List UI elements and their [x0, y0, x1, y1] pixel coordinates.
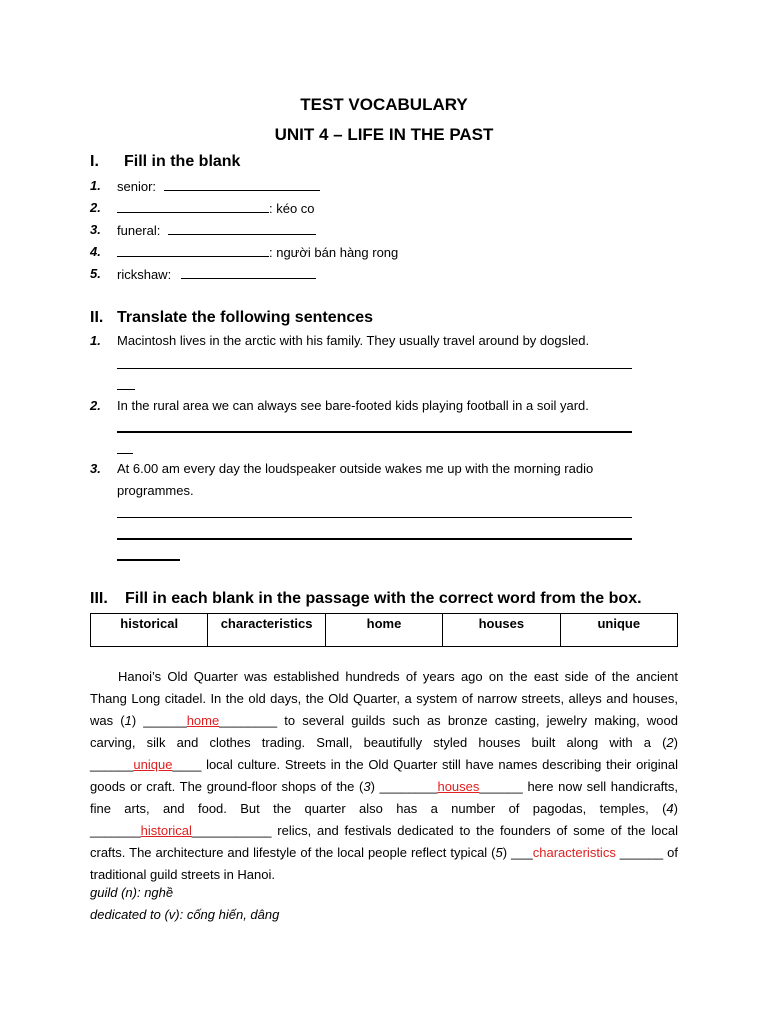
translate-sentence-2: In the rural area we can always see bare-footed kids playing football in a soil yard.: [117, 398, 589, 413]
page-subtitle: UNIT 4 – LIFE IN THE PAST: [274, 125, 494, 144]
section-2-title: Translate the following sentences: [117, 309, 374, 326]
translate-sentence-3: At 6.00 am every day the loudspeaker outside wakes me up with the morning radio programmes.: [117, 461, 594, 498]
section-3-number: III.: [90, 590, 108, 607]
item-meaning: : kéo co: [269, 201, 315, 216]
item-number: 5.: [90, 266, 101, 281]
answer-1[interactable]: home: [186, 713, 220, 728]
word-box-cell: characteristics: [208, 614, 325, 647]
answer-blank[interactable]: [181, 264, 316, 279]
word-box-cell: unique: [560, 614, 677, 647]
item-prompt: funeral:: [117, 223, 161, 238]
section-1-title: Fill in the blank: [124, 153, 241, 170]
answer-line[interactable]: [117, 517, 632, 518]
item-meaning: : người bán hàng rong: [269, 245, 399, 260]
answer-blank[interactable]: [164, 176, 320, 191]
worksheet-page: TEST VOCABULARY UNIT 4 – LIFE IN THE PAST I. Fill in the blank 1. senior: 2. : kéo co 3. funeral: 4. : người bán hàng rong 5. rickshaw: II. Translate the following sentences 1. Macintosh lives in the arctic with his family. They usually travel around by dogsled. 2. In the rural area we can always see bare-footed kids playing football in a soil yard. 3. At 6.00 am every day the loudspeaker outside wakes me up with the morning radio programmes. III. Fill in each blank in the passage with the correct word from the box. historical characteristics home houses unique Hanoi’s Old Quarter was established hundreds of years ago on the east side of the ancient Thang Long citadel. In the old days, the Old Quarter, a system of narrow streets, alleys and houses, was (1) ______home________ to several guilds such as bronze casting, jewelry making, wood carving, silk and clothes trading. Small, beautifully styled houses built along with a (2) ______unique____ local culture. Streets in the Old Quarter still have names describing their original goods or craft. The ground-floor shops of the (3) ________houses______ here now sell handicrafts, fine arts, and food. But the quarter also has a number of pagodas, temples, (4) _______historical___________ relics, and festivals dedicated to the founders of some of the local crafts. The architecture and lifestyle of the local people reflect typical (5) ___characteristics ______ of traditional guild streets in Hanoi. guild (n): nghề dedicated to (v): cống hiến, dâng: [0, 0, 768, 1024]
answer-3[interactable]: houses: [437, 779, 480, 794]
item-number: 2.: [90, 200, 101, 215]
page-title: TEST VOCABULARY: [300, 95, 468, 114]
item-prompt: rickshaw:: [117, 267, 172, 282]
answer-blank[interactable]: [117, 198, 269, 213]
reading-passage: Hanoi’s Old Quarter was established hundreds of years ago on the east side of the ancient Thang Long citadel. In the old days, the Old Quarter, a system of narrow streets, alleys and houses, was (1) ______home________ to several guilds such as bronze casting, jewelry making, wood carving, silk and clothes trading. Small, beautifully styled houses built along with a (2) ______unique____ local culture. Streets in the Old Quarter still have names describing their original goods or craft. The ground-floor shops of the (3) ________houses______ here now sell handicrafts, fine arts, and food. But the quarter also has a number of pagodas, temples, (4) _______historical___________ relics, and festivals dedicated to the founders of some of the local crafts. The architecture and lifestyle of the local people reflect typical (5) ___characteristics ______ of traditional guild streets in Hanoi.: [90, 669, 679, 882]
word-box-cell: houses: [443, 614, 560, 647]
answer-line[interactable]: [117, 431, 632, 433]
answer-5[interactable]: characteristics: [532, 845, 616, 860]
vocab-note-2: dedicated to (v): cống hiến, dâng: [90, 907, 280, 922]
answer-2[interactable]: unique: [133, 757, 173, 772]
item-number: 4.: [90, 244, 101, 259]
answer-4[interactable]: historical: [140, 823, 192, 838]
item-number: 3.: [90, 222, 101, 237]
answer-line[interactable]: [117, 559, 180, 561]
section-1-heading: [90, 153, 240, 171]
word-box: [90, 613, 678, 647]
item-number: 1.: [90, 178, 101, 193]
section-3-heading: [90, 590, 642, 608]
word-box-cell: home: [325, 614, 442, 647]
item-prompt: senior:: [117, 179, 157, 194]
section-2-number: II.: [90, 309, 104, 326]
translate-sentence-1: Macintosh lives in the arctic with his family. They usually travel around by dogsled.: [117, 333, 590, 348]
section-2-heading: [90, 309, 373, 327]
answer-line[interactable]: [117, 368, 632, 369]
vocab-note-1: guild (n): nghề: [90, 885, 174, 900]
word-box-cell: historical: [91, 614, 208, 647]
section-3-title: Fill in each blank in the passage with the correct word from the box.: [125, 590, 642, 607]
answer-blank[interactable]: [117, 242, 269, 257]
section-1-number: I.: [90, 153, 99, 170]
answer-line[interactable]: [117, 389, 135, 390]
answer-blank[interactable]: [168, 220, 316, 235]
answer-line[interactable]: [117, 538, 632, 540]
answer-line[interactable]: [117, 453, 133, 454]
